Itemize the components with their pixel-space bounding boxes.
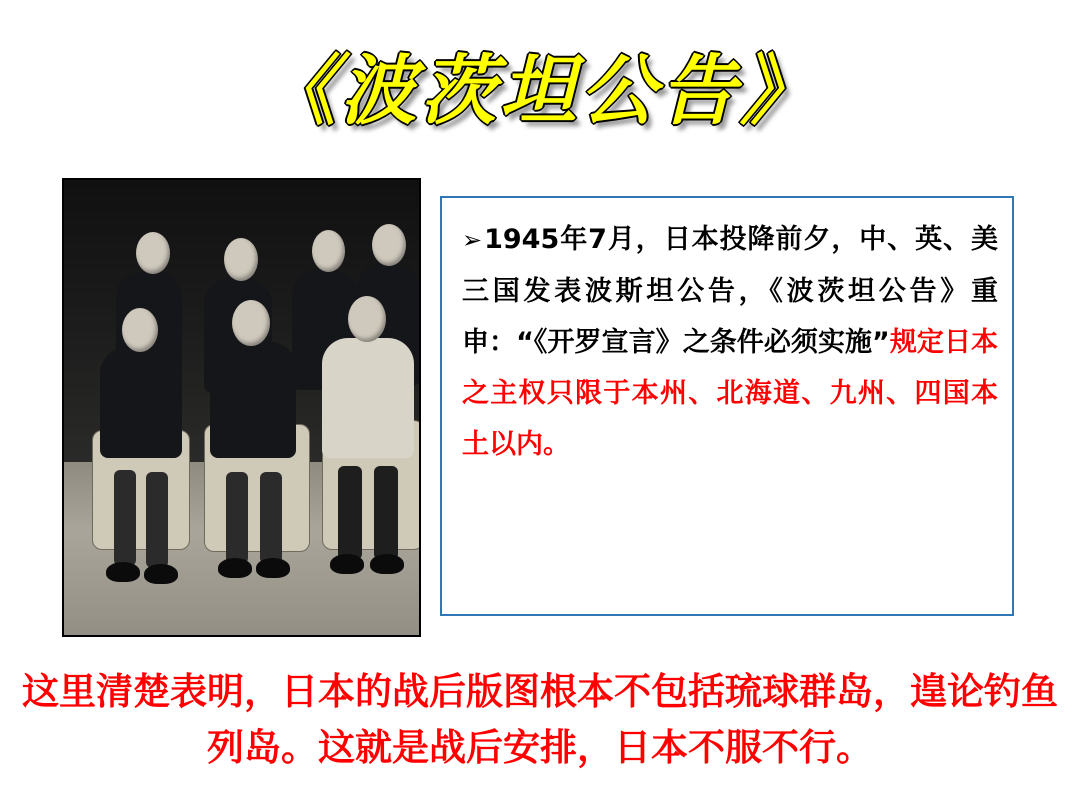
photo-shoe-1 xyxy=(106,562,140,582)
photo-leg-3 xyxy=(226,472,248,564)
page-title: 《波茨坦公告》 xyxy=(260,46,820,135)
photo-leg-2 xyxy=(146,472,168,568)
photo-head-back-3 xyxy=(312,230,345,272)
textbox-paragraph xyxy=(462,214,998,470)
photo-shoe-2 xyxy=(144,564,178,584)
photo-head-back-1 xyxy=(136,232,170,274)
photo-head-front-right xyxy=(348,296,386,342)
bullet-arrow-icon: ➢ xyxy=(462,226,483,254)
photo-head-back-4 xyxy=(372,224,406,266)
content-textbox xyxy=(440,196,1014,616)
potsdam-conference-photo xyxy=(62,178,421,637)
photo-shoe-5 xyxy=(330,554,364,574)
photo-shoe-4 xyxy=(256,558,290,578)
photo-head-back-2 xyxy=(224,238,258,281)
photo-leg-5 xyxy=(338,466,362,560)
photo-leg-1 xyxy=(114,470,136,566)
photo-figure-front-center xyxy=(210,342,296,458)
photo-shoe-6 xyxy=(370,554,404,574)
photo-figure-front-right xyxy=(322,338,414,458)
photo-shoe-3 xyxy=(218,558,252,578)
photo-head-front-left xyxy=(122,308,158,352)
photo-head-front-center xyxy=(232,300,270,346)
photo-leg-4 xyxy=(260,472,282,564)
textbox-black-text: 1945年7月，日本投降前夕，中、英、美三国发表波斯坦公告，《波茨坦公告》重申：“《开罗宣言》之条件必须实施” xyxy=(462,224,998,358)
photo-leg-6 xyxy=(374,466,398,560)
bottom-caption: 这里清楚表明，日本的战后版图根本不包括琉球群岛，遑论钓鱼列岛。这就是战后安排，日本不服不行。 xyxy=(22,670,1058,769)
photo-figure-front-left xyxy=(100,348,182,458)
textbox-red-text: 规定日本之主权只限于本州、北海道、九州、四国本土以内。 xyxy=(462,327,998,460)
